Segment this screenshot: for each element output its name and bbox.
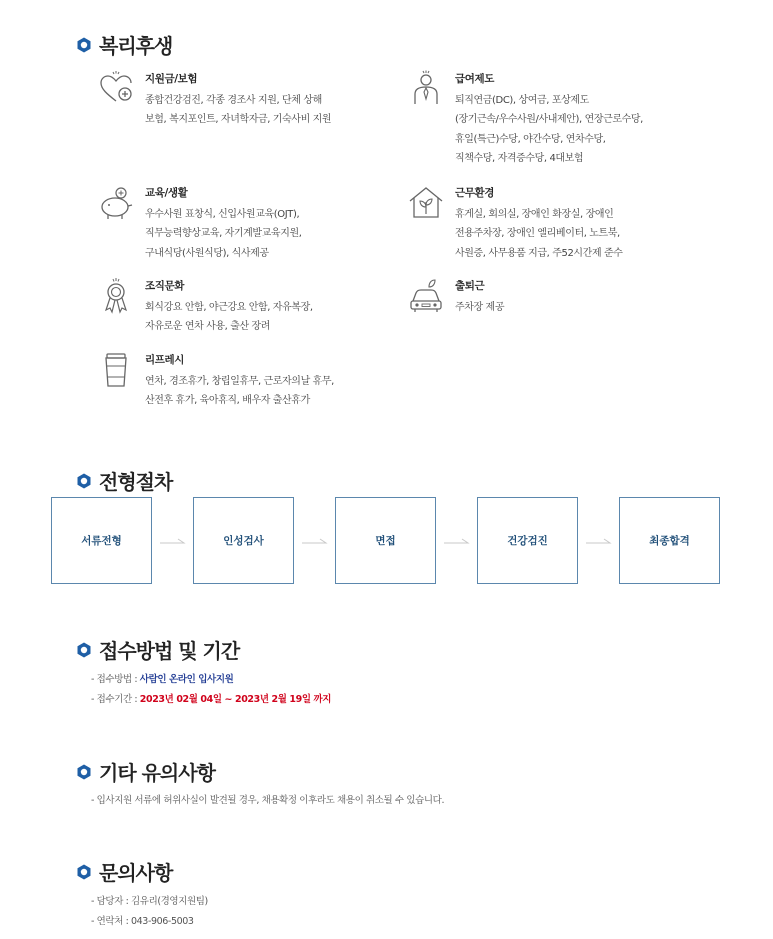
benefit-line: 회식강요 안함, 야근강요 안함, 자유복장, (145, 301, 313, 313)
process-step: 인성검사 (193, 497, 294, 584)
arrow-right-icon (578, 497, 619, 584)
application-method: - 접수방법 : 사람인 온라인 입사지원 (91, 674, 234, 685)
process-step: 건강검진 (477, 497, 578, 584)
welfare-section-title: 복리후생 (76, 30, 172, 59)
benefit-line: 직책수당, 자격증수당, 4대보험 (455, 153, 584, 164)
benefit-line: 주차장 제공 (455, 301, 505, 313)
benefit-line: 보험, 복지포인트, 자녀학자금, 기숙사비 지원 (145, 114, 332, 125)
process-steps (51, 497, 720, 584)
benefit-organization-culture (97, 277, 313, 337)
contact-section-title: 문의사항 (76, 857, 172, 886)
arrow-right-icon (294, 497, 335, 584)
car-icon (407, 277, 445, 315)
contact-phone: - 연락처 : 043-906-5003 (91, 916, 194, 927)
benefit-title: 조직문화 (145, 280, 184, 292)
benefit-line: 휴일(특근)수당, 야간수당, 연차수당, (455, 133, 606, 145)
benefit-line: 퇴직연금(DC), 상여금, 포상제도 (455, 94, 589, 106)
benefit-line: (장기근속/우수사원/사내제안), 연장근로수당, (455, 114, 643, 125)
benefit-title: 근무환경 (455, 187, 494, 199)
contact-manager: - 담당자 : 김유리(경영지원팀) (91, 896, 208, 907)
benefit-title: 리프레시 (145, 354, 184, 366)
benefit-line: 사원증, 사무용품 지급, 주52시간제 준수 (455, 247, 623, 259)
benefit-line: 산전후 휴가, 육아휴직, 배우자 출산휴가 (145, 395, 310, 406)
benefit-title: 지원금/보험 (145, 73, 198, 85)
benefit-salary (407, 70, 643, 169)
hexagon-bullet-icon (76, 864, 92, 880)
process-step: 최종합격 (619, 497, 720, 584)
hexagon-bullet-icon (76, 642, 92, 658)
application-period: - 접수기간 : 2023년 02월 04일 ~ 2023년 2월 19일 까지 (91, 694, 332, 705)
award-ribbon-icon (97, 277, 135, 315)
benefit-work-environment (407, 184, 623, 263)
piggy-bank-icon (97, 184, 135, 222)
application-section-title: 접수방법 및 기간 (76, 635, 239, 664)
process-step: 면접 (335, 497, 436, 584)
application-method-value: 사람인 온라인 입사지원 (139, 674, 234, 685)
notes-section-title: 기타 유의사항 (76, 757, 215, 786)
notes-line: - 입사지원 서류에 허위사실이 발견될 경우, 채용확정 이후라도 채용이 취소될 수 있습니다. (91, 795, 445, 806)
benefit-support-insurance (97, 70, 331, 130)
benefit-line: 자유로운 연차 사용, 출산 장려 (145, 321, 271, 332)
benefit-line: 휴게실, 회의실, 장애인 화장실, 장애인 (455, 208, 614, 220)
hexagon-bullet-icon (76, 764, 92, 780)
person-tie-icon (407, 70, 445, 108)
hexagon-bullet-icon (76, 473, 92, 489)
house-plant-icon (407, 184, 445, 222)
benefit-line: 전용주차장, 장애인 엘리베이터, 노트북, (455, 228, 620, 239)
heart-plus-icon (97, 70, 135, 108)
arrow-right-icon (436, 497, 477, 584)
application-period-value: 2023년 02월 04일 ~ 2023년 2월 19일 까지 (139, 694, 332, 705)
benefit-commute (407, 277, 504, 317)
process-step: 서류전형 (51, 497, 152, 584)
hexagon-bullet-icon (76, 37, 92, 53)
benefit-line: 직무능력향상교육, 자기계발교육지원, (145, 228, 302, 239)
benefit-line: 우수사원 표창식, 신입사원교육(OJT), (145, 208, 300, 220)
benefit-line: 연차, 경조휴가, 창립일휴무, 근로자의날 휴무, (145, 375, 334, 387)
benefit-refresh (97, 351, 334, 411)
benefit-title: 출퇴근 (455, 280, 485, 292)
arrow-right-icon (152, 497, 193, 584)
benefit-education-life (97, 184, 302, 263)
benefit-title: 급여제도 (455, 73, 494, 85)
benefit-line: 종합건강검진, 각종 경조사 지원, 단체 상해 (145, 94, 322, 106)
process-section-title: 전형절차 (76, 466, 172, 495)
benefit-title: 교육/생활 (145, 187, 188, 199)
benefit-line: 구내식당(사원식당), 식사제공 (145, 247, 269, 259)
coffee-cup-icon (97, 351, 135, 389)
